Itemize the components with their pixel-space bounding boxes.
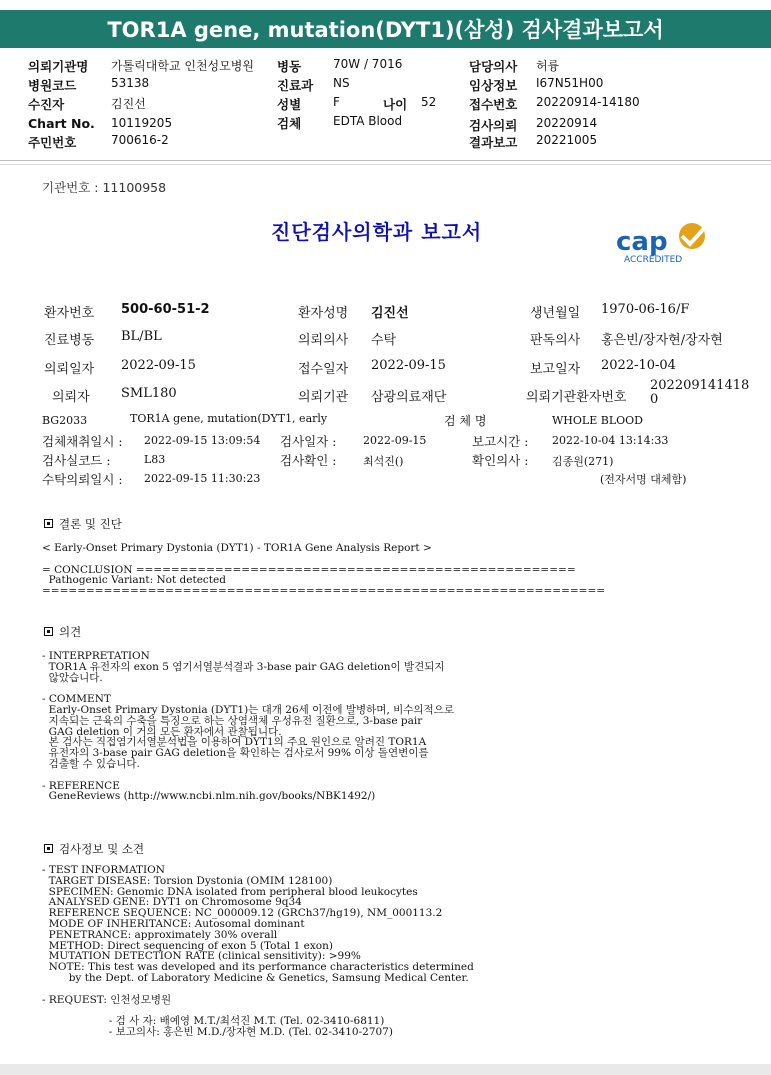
opinion-heading-text: 의견 xyxy=(59,625,82,639)
accession-no-value: 20220914-14180 xyxy=(536,95,640,109)
consign-label: 수탁의뢰일시 : xyxy=(42,472,123,487)
dob-label: 생년월일 xyxy=(530,306,581,321)
recv-date-value: 2022-09-15 xyxy=(371,358,446,373)
recv-date-label: 접수일자 xyxy=(298,362,349,377)
collect-value: 2022-09-15 13:09:54 xyxy=(144,434,261,447)
lab-code-label: 검사실코드 : xyxy=(42,453,111,468)
reading-doctor-value: 홍은빈/장자현/장자현 xyxy=(601,333,723,348)
sex-label: 성별 xyxy=(277,97,302,112)
chart-no-label: Chart No. xyxy=(28,116,95,131)
req-inst-patient-label: 의뢰기관환자번호 xyxy=(526,390,627,405)
doc-ward-label: 진료병동 xyxy=(44,333,95,348)
conclusion-heading-text: 결론 및 진단 xyxy=(59,517,122,531)
test-info-heading-text: 검사정보 및 소견 xyxy=(59,842,145,856)
specimen-value: EDTA Blood xyxy=(333,114,403,128)
patient-name-label: 수진자 xyxy=(28,97,65,112)
clinical-info-label: 임상정보 xyxy=(469,78,518,93)
req-inst-patient-value-2: 0 xyxy=(650,392,659,407)
hospital-code-value: 53138 xyxy=(111,76,150,90)
age-value: 52 xyxy=(421,95,437,109)
ward-value: 70W / 7016 xyxy=(333,57,403,71)
sex-value: F xyxy=(333,95,340,109)
report-time-label: 보고시간 : xyxy=(472,434,529,449)
patient-no-label: 환자번호 xyxy=(44,306,95,321)
req-doctor-label: 의뢰의사 xyxy=(298,333,349,348)
bottom-bar xyxy=(0,1064,771,1075)
doc-patient-name-label: 환자성명 xyxy=(298,306,349,321)
cap-logo-text: cap xyxy=(616,227,668,257)
header-divider xyxy=(0,160,771,161)
institution-value: 가톨릭대학교 인천성모병원 xyxy=(111,59,254,73)
chart-no-value: 10119205 xyxy=(111,116,173,130)
ward-label: 병동 xyxy=(277,59,302,74)
collect-label: 검체채취일시 : xyxy=(42,434,123,449)
header-divider-2 xyxy=(0,164,771,165)
confirm-value: 최석진() xyxy=(363,455,404,468)
patient-name-value: 김진선 xyxy=(111,97,146,111)
cap-logo-subtext: ACCREDITED xyxy=(624,255,683,265)
reported-value: 20221005 xyxy=(536,133,598,147)
test-info-heading xyxy=(44,841,144,857)
esign-note: (전자서명 대체함) xyxy=(600,473,687,486)
verify-value: 김종원(271) xyxy=(552,455,614,468)
department-label: 진료과 xyxy=(277,78,314,93)
department-value: NS xyxy=(333,76,350,90)
reported-label: 결과보고 xyxy=(469,135,518,150)
requester-value: SML180 xyxy=(121,386,177,401)
clinical-info-value: I67N51H00 xyxy=(536,76,604,90)
req-inst-label: 의뢰기관 xyxy=(298,390,349,405)
conclusion-heading xyxy=(44,516,122,532)
req-date-value: 2022-09-15 xyxy=(121,358,196,373)
verify-label: 확인의사 : xyxy=(472,453,529,468)
req-inst-value: 삼광의료재단 xyxy=(371,390,447,405)
document-title: 진단검사의학과 보고서 xyxy=(271,220,483,244)
conclusion-body: < Early-Onset Primary Dystonia (DYT1) - TOR1A Gene Analysis Report > = CONCLUSION ================================================== Pathogenic Variant: Not detected ================================================================ xyxy=(42,542,606,598)
lab-code-value: L83 xyxy=(144,453,166,466)
test-specimen-value: WHOLE BLOOD xyxy=(552,414,643,427)
doctor-label: 담당의사 xyxy=(469,59,518,74)
doc-ward-value: BL/BL xyxy=(121,329,162,344)
test-date-label: 검사일자 : xyxy=(280,434,337,449)
age-label: 나이 xyxy=(383,97,408,112)
report-date-value: 2022-10-04 xyxy=(601,358,676,373)
section-square-icon xyxy=(44,844,53,853)
reading-doctor-label: 판독의사 xyxy=(530,333,581,348)
opinion-heading xyxy=(44,624,81,640)
test-date-value: 2022-09-15 xyxy=(363,434,427,447)
dob-value: 1970-06-16/F xyxy=(601,302,690,317)
doc-patient-name-value: 김진선 xyxy=(371,306,409,321)
section-square-icon xyxy=(44,519,53,528)
test-name: TOR1A gene, mutation(DYT1, early xyxy=(130,412,328,425)
confirm-label: 검사확인 : xyxy=(280,453,337,468)
doctor-value: 허륭 xyxy=(536,59,560,73)
institution-label: 의뢰기관명 xyxy=(28,59,89,74)
requested-value: 20220914 xyxy=(536,116,598,130)
hospital-code-label: 병원코드 xyxy=(28,78,77,93)
req-doctor-value: 수탁 xyxy=(371,333,397,348)
opinion-body: - INTERPRETATION TOR1A 유전자의 exon 5 염기서열분석결과 3-base pair GAG deletion이 발견되지 않았습니다. - COMMENT Early-Onset Primary Dystonia (DYT1)는 대개 26세 이전에 발병하며, 비수의적으로 지속되는 근육의 수축을 특징으로 하는 상염색체 우성유전 질환으로, 3-base pair GAG deletion 이 거의 모든 환자에서 관찰됩니다. 본 검사는 직접염기서열분석법을 이용하여 DYT1의 주요 원인으로 알려진 TOR1A 유전자의 3-base pair GAG deletion을 확인하는 검사로서 99% 이상 돌연변이를 검출할 수 있습니다. - REFERENCE GeneReviews (http://www.ncbi.nlm.nih.gov/books/NBK1492/) xyxy=(42,650,454,803)
test-specimen-label: 검 체 명 xyxy=(444,414,487,428)
resident-no-label: 주민번호 xyxy=(28,135,77,150)
patient-no-value: 500-60-51-2 xyxy=(121,302,210,317)
test-code: BG2033 xyxy=(42,414,88,427)
report-date-label: 보고일자 xyxy=(530,362,581,377)
agency-number: 기관번호 : 11100958 xyxy=(42,180,167,195)
report-title-bar: TOR1A gene, mutation(DYT1)(삼성) 검사결과보고서 xyxy=(0,10,771,48)
report-time-value: 2022-10-04 13:14:33 xyxy=(552,434,669,447)
section-square-icon xyxy=(44,627,53,636)
report-document xyxy=(0,166,771,1066)
requested-label: 검사의뢰 xyxy=(469,118,518,133)
req-date-label: 의뢰일자 xyxy=(44,362,95,377)
consign-value: 2022-09-15 11:30:23 xyxy=(144,472,261,485)
specimen-label: 검체 xyxy=(277,116,302,131)
accession-no-label: 접수번호 xyxy=(469,97,518,112)
req-inst-patient-value-1: 202209141418 xyxy=(650,378,750,393)
resident-no-value: 700616-2 xyxy=(111,133,169,147)
cap-accredited-logo xyxy=(614,222,714,266)
requester-label: 의뢰자 xyxy=(52,390,90,405)
test-info-body: - TEST INFORMATION TARGET DISEASE: Torsion Dystonia (OMIM 128100) SPECIMEN: Genomic DNA isolated from peripheral blood leukocytes ANALYSED GENE: DYT1 on Chromosome 9q34 REFERENCE SEQUENCE: NC_000009.12 (GRCh37/hg19), NM_000113.2 MODE OF INHERITANCE: Autosomal dominant PENETRANCE: approximately 30% overall METHOD: Direct sequencing of exon 5 (Total 1 exon) MUTATION DETECTION RATE (clinical sensitivity): >99% NOTE: This test was developed and its performance characteristics determined by the Dept. of Laboratory Medicine & Genetics, Samsung Medical Center. - REQUEST: 인천성모병원 - 검 사 자: 배예영 M.T./최석진 M.T. (Tel. 02-3410-6811) - 보고의사: 홍은빈 M.D./장자현 M.D. (Tel. 02-3410-2707) xyxy=(42,864,474,1038)
